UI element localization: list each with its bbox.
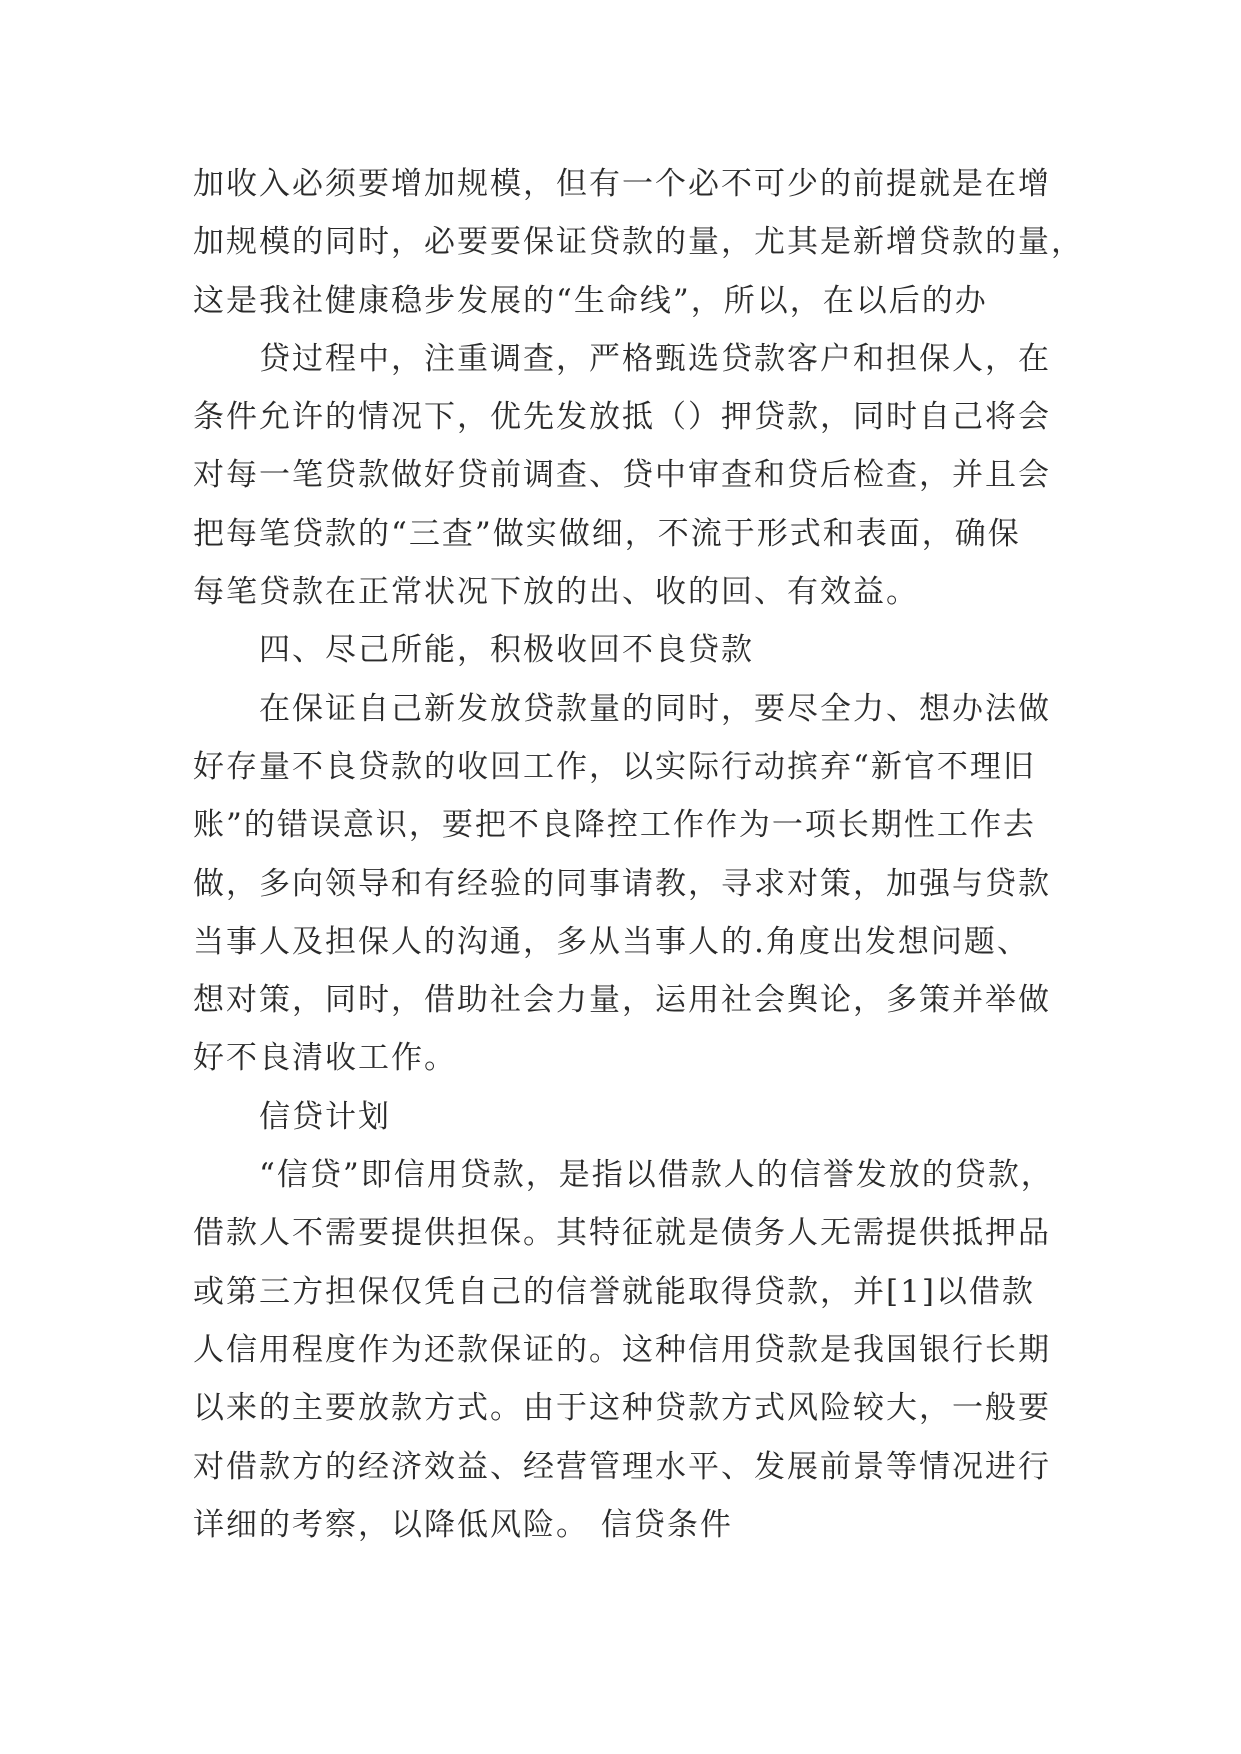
text-line: 借款人不需要提供担保。其特征就是债务人无需提供抵押品 bbox=[193, 1215, 1051, 1252]
text-line: 贷过程中，注重调查，严格甄选贷款客户和担保人，在 bbox=[259, 340, 1051, 377]
text-line: 条件允许的情况下，优先发放抵（）押贷款，同时自己将会 bbox=[193, 399, 1051, 436]
text-line: 详细的考察，以降低风险。 信贷条件 bbox=[193, 1506, 733, 1543]
text-line: “信贷”即信用贷款，是指以借款人的信誉发放的贷款， bbox=[259, 1157, 1054, 1194]
text-line: 想对策，同时，借助社会力量，运用社会舆论，多策并举做 bbox=[193, 982, 1051, 1019]
text-line: 好不良清收工作。 bbox=[193, 1040, 457, 1077]
text-line: 以来的主要放款方式。由于这种贷款方式风险较大，一般要 bbox=[193, 1390, 1051, 1427]
section-heading: 四、尽己所能，积极收回不良贷款 bbox=[259, 632, 754, 669]
text-line: 当事人及担保人的沟通，多从当事人的.角度出发想问题、 bbox=[193, 923, 1030, 960]
section-heading: 信贷计划 bbox=[259, 1098, 391, 1135]
text-line: 好存量不良贷款的收回工作，以实际行动摈弃“新官不理旧 bbox=[193, 748, 1036, 785]
text-line: 在保证自己新发放贷款量的同时，要尽全力、想办法做 bbox=[259, 690, 1051, 727]
text-line: 每笔贷款在正常状况下放的出、收的回、有效益。 bbox=[193, 574, 919, 611]
body-text bbox=[193, 155, 1084, 1554]
text-line: 把每笔贷款的“三查”做实做细，不流于形式和表面，确保 bbox=[193, 515, 1021, 552]
text-line: 加规模的同时，必要要保证贷款的量，尤其是新增贷款的量， bbox=[193, 224, 1084, 261]
text-line: 账”的错误意识，要把不良降控工作作为一项长期性工作去 bbox=[193, 807, 1036, 844]
text-line: 对每一笔贷款做好贷前调查、贷中审查和贷后检查，并且会 bbox=[193, 457, 1051, 494]
text-line: 对借款方的经济效益、经营管理水平、发展前景等情况进行 bbox=[193, 1448, 1051, 1485]
text-line: 做，多向领导和有经验的同事请教，寻求对策，加强与贷款 bbox=[193, 865, 1051, 902]
text-line: 这是我社健康稳步发展的“生命线”，所以，在以后的办 bbox=[193, 282, 988, 319]
text-line: 加收入必须要增加规模，但有一个必不可少的前提就是在增 bbox=[193, 166, 1051, 202]
text-line: 人信用程度作为还款保证的。这种信用贷款是我国银行长期 bbox=[193, 1331, 1051, 1368]
text-line: 或第三方担保仅凭自己的信誉就能取得贷款，并[1]以借款 bbox=[193, 1273, 1035, 1310]
